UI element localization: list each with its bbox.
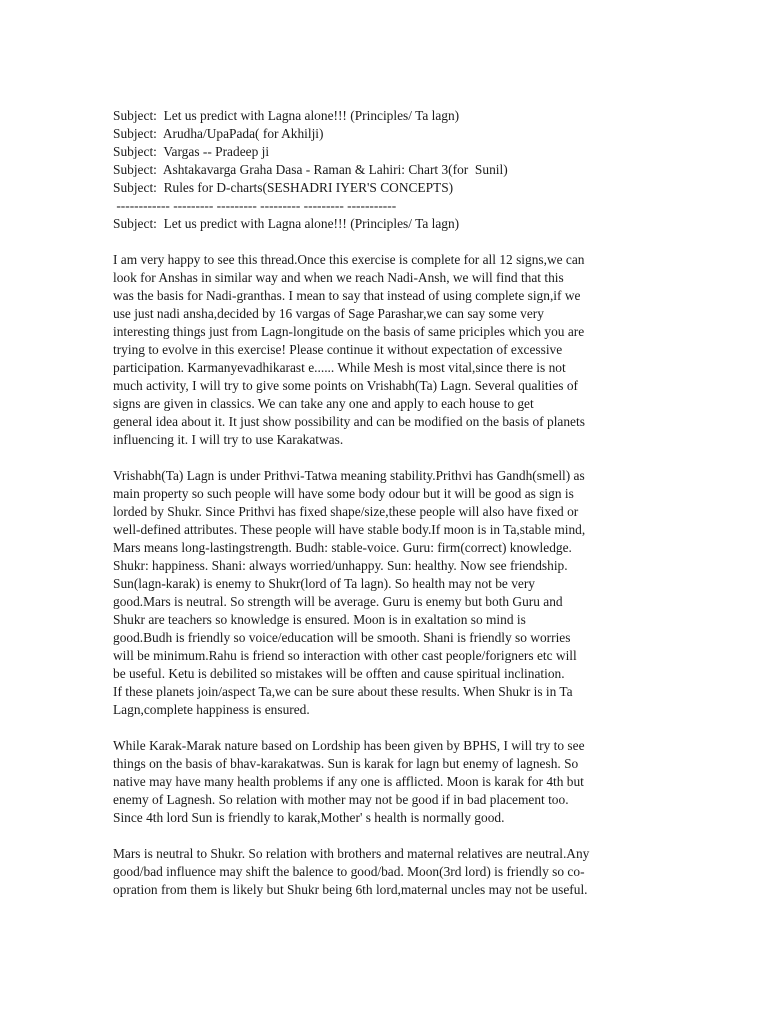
body-paragraph: Mars is neutral to Shukr. So relation with brothers and maternal relatives are neutral.Any good/bad influence may shift the balence to good/bad. Moon(3rd lord) is friendly so co- opration from them is likely but Shukr being 6th lord,maternal uncles may not be useful.	[113, 846, 590, 897]
subject-line: Subject: Ashtakavarga Graha Dasa - Raman & Lahiri: Chart 3(for Sunil)	[113, 162, 508, 177]
body-paragraph: Vrishabh(Ta) Lagn is under Prithvi-Tatwa meaning stability.Prithvi has Gandh(smell) as main property so such people will have some body odour but it will be good as sign is lorded by Shukr. Since Prithvi has fixed shape/size,these people will also have fixed or well-defined attributes. These people will have stable body.If moon is in Ta,stable mind, Mars means long-lastingstrength. Budh: stable-voice. Guru: firm(correct) knowledge. Shukr: happiness. Shani: always worried/unhappy. Sun: healthy. Now see friendship. Sun(lagn-karak) is enemy to Shukr(lord of Ta lagn). So health may not be very good.Mars is neutral. So strength will be average. Guru is enemy but both Guru and Shukr are teachers so knowledge is ensured. Moon is in exaltation so mind is good.Budh is friendly so voice/education will be smooth. Shani is friendly so worries will be minimum.Rahu is friend so interaction with other cast people/forigners etc will be useful. Ketu is debilited so mistakes will be offten and cause spiritual inclination. If these planets join/aspect Ta,we can be sure about these results. When Shukr is in Ta Lagn,complete happiness is ensured.	[113, 468, 586, 717]
separator-line: ------------ --------- --------- --------- --------- -----------	[113, 198, 397, 213]
document-page	[113, 107, 658, 899]
subject-list	[113, 107, 658, 197]
subject-line: Subject: Arudha/UpaPada( for Akhilji)	[113, 126, 324, 141]
current-subject: Subject: Let us predict with Lagna alone!!! (Principles/ Ta lagn)	[113, 216, 460, 231]
subject-line: Subject: Let us predict with Lagna alone!!! (Principles/ Ta lagn)	[113, 108, 460, 123]
subject-line: Subject: Vargas -- Pradeep ji	[113, 144, 270, 159]
body-paragraph: I am very happy to see this thread.Once this exercise is complete for all 12 signs,we can look for Anshas in similar way and when we reach Nadi-Ansh, we will find that this was the basis for Nadi-granthas. I mean to say that instead of using complete sign,if we use just nadi ansha,decided by 16 vargas of Sage Parashar,we can say some very interesting things just from Lagn-longitude on the basis of same priciples which you are trying to evolve in this exercise! Please continue it without expectation of excessive participation. Karmanyevadhikarast e...... While Mesh is most vital,since there is not much activity, I will try to give some points on Vrishabh(Ta) Lagn. Several qualities of signs are given in classics. We can take any one and apply to each house to get general idea about it. It just show possibility and can be modified on the basis of planets influencing it. I will try to use Karakatwas.	[113, 252, 585, 447]
subject-line: Subject: Rules for D-charts(SESHADRI IYER'S CONCEPTS)	[113, 180, 454, 195]
body-paragraph: While Karak-Marak nature based on Lordship has been given by BPHS, I will try to see things on the basis of bhav-karakatwas. Sun is karak for lagn but enemy of lagnesh. So native may have many health problems if any one is afflicted. Moon is karak for 4th but enemy of Lagnesh. So relation with mother may not be good if in bad placement too. Since 4th lord Sun is friendly to karak,Mother' s health is normally good.	[113, 738, 585, 825]
